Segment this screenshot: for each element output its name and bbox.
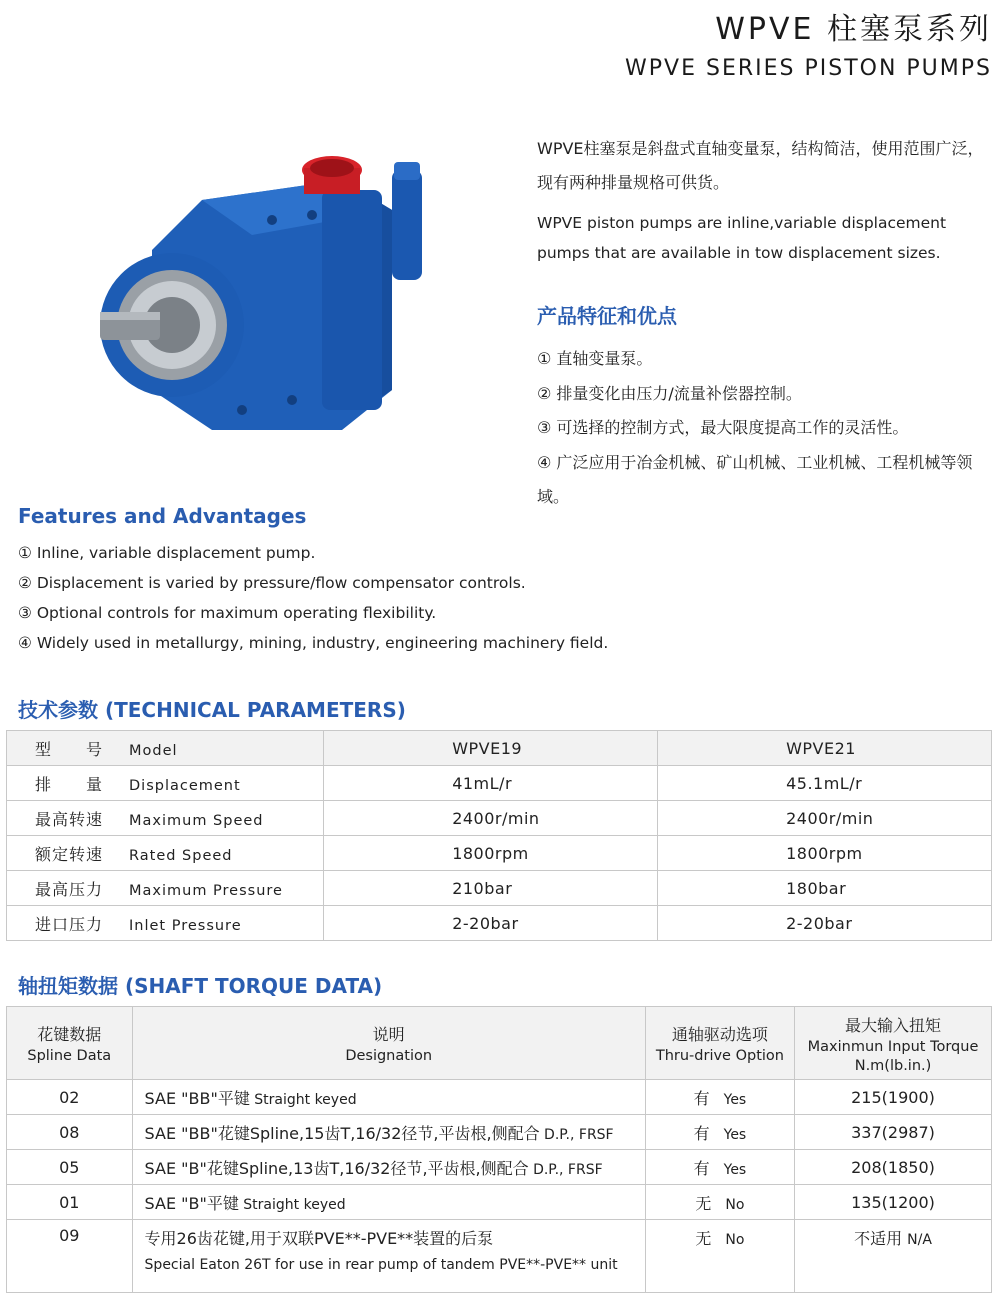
- thru-drive-en: Yes: [723, 1161, 747, 1178]
- thru-drive-en: Yes: [723, 1126, 747, 1143]
- tech-value: 1800rpm: [786, 843, 863, 863]
- tech-value: 45.1mL/r: [786, 773, 863, 793]
- designation-small: D.P., FRSF: [539, 1126, 614, 1143]
- col-header-unit: N.m(lb.in.): [854, 1057, 932, 1074]
- max-torque-en: N/A: [907, 1232, 932, 1248]
- tech-label-en: Displacement: [129, 777, 241, 794]
- torque-heading-en: (SHAFT TORQUE DATA): [124, 974, 383, 998]
- tech-label-cn: 额定转速: [35, 844, 104, 864]
- col-header-en: Designation: [345, 1048, 433, 1064]
- thru-drive-en: No: [725, 1232, 745, 1248]
- tech-label-cn: 最高转速: [35, 809, 104, 829]
- list-item: ② Displacement is varied by pressure/flow compensator controls.: [18, 574, 526, 592]
- max-torque-cn: 不适用: [854, 1229, 903, 1248]
- table-row: [7, 1220, 992, 1293]
- tech-label-en: Inlet Pressure: [129, 917, 242, 934]
- torque-heading-cn: 轴扭矩数据: [18, 974, 118, 998]
- spline-code: 05: [7, 1150, 133, 1185]
- tech-label-cn: 型 号: [35, 739, 104, 759]
- max-torque: 208(1850): [795, 1150, 992, 1185]
- tech-value: WPVE21: [786, 738, 856, 758]
- features-cn-list: [537, 342, 992, 515]
- list-item: ③ Optional controls for maximum operating flexibility.: [18, 604, 437, 622]
- table-row: [7, 1080, 992, 1115]
- designation-small: Straight keyed: [249, 1091, 357, 1108]
- thru-drive-cn: 有: [693, 1158, 710, 1178]
- tech-value: 210bar: [452, 878, 513, 898]
- designation-en: Special Eaton 26T for use in rear pump of tandem PVE**-PVE** unit: [144, 1257, 618, 1273]
- tech-value: 2400r/min: [786, 808, 874, 828]
- tech-value: 41mL/r: [452, 773, 513, 793]
- thru-drive-en: Yes: [723, 1091, 747, 1108]
- tech-value: 1800rpm: [452, 843, 529, 863]
- designation: SAE "B"花键Spline,13齿T,16/32径节,平齿根,侧配合: [144, 1158, 529, 1178]
- page-title-en: WPVE SERIES PISTON PUMPS: [625, 56, 992, 81]
- list-item: ③ 可选择的控制方式，最大限度提高工作的灵活性。: [537, 418, 909, 437]
- shaft-torque-table: [6, 1006, 992, 1293]
- tech-heading-en: (TECHNICAL PARAMETERS): [104, 698, 406, 722]
- list-item: ① 直轴变量泵。: [537, 349, 653, 368]
- table-header-row: [7, 1007, 992, 1080]
- designation-small: Straight keyed: [238, 1196, 346, 1213]
- torque-heading: [18, 970, 382, 999]
- tech-label-cn: 进口压力: [35, 914, 104, 934]
- intro-cn: WPVE柱塞泵是斜盘式直轴变量泵，结构简洁，使用范围广泛，现有两种排量规格可供货。: [537, 139, 984, 192]
- max-torque: 215(1900): [795, 1080, 992, 1115]
- tech-label-en: Model: [129, 742, 178, 759]
- designation: SAE "B"平键: [144, 1193, 239, 1213]
- tech-value: WPVE19: [452, 738, 523, 758]
- tech-label-cn: 最高压力: [35, 879, 104, 899]
- table-row: [7, 906, 992, 941]
- table-row: [7, 1150, 992, 1185]
- col-header-cn: 最大输入扭矩: [845, 1015, 942, 1035]
- table-row: [7, 731, 992, 766]
- list-item: ① Inline, variable displacement pump.: [18, 544, 316, 562]
- col-header-en: Spline Data: [27, 1048, 112, 1064]
- list-item: ② 排量变化由压力/流量补偿器控制。: [537, 383, 802, 403]
- features-cn-heading: 产品特征和优点: [537, 304, 677, 328]
- col-header-cn: 通轴驱动选项: [671, 1025, 768, 1044]
- tech-value: 2-20bar: [452, 913, 519, 933]
- table-row: [7, 766, 992, 801]
- features-en-list: [18, 538, 608, 658]
- spline-code: 02: [7, 1080, 133, 1115]
- col-header-cn: 说明: [372, 1025, 405, 1044]
- thru-drive-cn: 有: [693, 1088, 710, 1108]
- table-row: [7, 1115, 992, 1150]
- list-item: ④ 广泛应用于冶金机械、矿山机械、工业机械、工程机械等领域。: [537, 452, 973, 506]
- piston-pump-illustration: [92, 140, 452, 440]
- thru-drive-cn: 无: [695, 1193, 712, 1213]
- features-en-heading: Features and Advantages: [18, 504, 307, 528]
- col-header-en: Thru-drive Option: [655, 1048, 784, 1064]
- col-header-en: Maxinmun Input Torque: [807, 1038, 979, 1055]
- tech-value: 2400r/min: [452, 808, 540, 828]
- tech-label-en: Maximum Pressure: [129, 882, 283, 899]
- table-row: [7, 1185, 992, 1220]
- tech-value: 2-20bar: [786, 913, 853, 933]
- tech-label-en: Maximum Speed: [129, 812, 264, 829]
- designation-small: D.P., FRSF: [528, 1161, 603, 1178]
- thru-drive-en: No: [725, 1196, 745, 1213]
- tech-heading: [18, 694, 406, 723]
- designation: 专用26齿花键,用于双联PVE**-PVE**装置的后泵: [144, 1229, 494, 1248]
- technical-parameters-table: [6, 730, 992, 941]
- thru-drive-cn: 有: [693, 1123, 710, 1143]
- tech-label-cn: 排 量: [35, 774, 104, 794]
- intro-block: [537, 132, 992, 268]
- page-title-cn: WPVE 柱塞泵系列: [715, 12, 992, 47]
- thru-drive-cn: 无: [695, 1229, 712, 1248]
- designation: SAE "BB"平键: [144, 1088, 250, 1108]
- tech-label-en: Rated Speed: [129, 847, 233, 864]
- spline-code: 01: [7, 1185, 133, 1220]
- spline-code: 09: [7, 1220, 133, 1293]
- intro-en: WPVE piston pumps are inline,variable displacement pumps that are available in tow displacement sizes.: [537, 214, 947, 262]
- max-torque: 135(1200): [795, 1185, 992, 1220]
- list-item: ④ Widely used in metallurgy, mining, industry, engineering machinery field.: [18, 634, 609, 652]
- table-row: [7, 871, 992, 906]
- table-row: [7, 836, 992, 871]
- tech-heading-cn: 技术参数: [18, 698, 98, 722]
- tech-value: 180bar: [786, 878, 847, 898]
- col-header-cn: 花键数据: [37, 1025, 102, 1044]
- spline-code: 08: [7, 1115, 133, 1150]
- table-row: [7, 801, 992, 836]
- max-torque: 337(2987): [795, 1115, 992, 1150]
- designation: SAE "BB"花键Spline,15齿T,16/32径节,平齿根,侧配合: [144, 1123, 540, 1143]
